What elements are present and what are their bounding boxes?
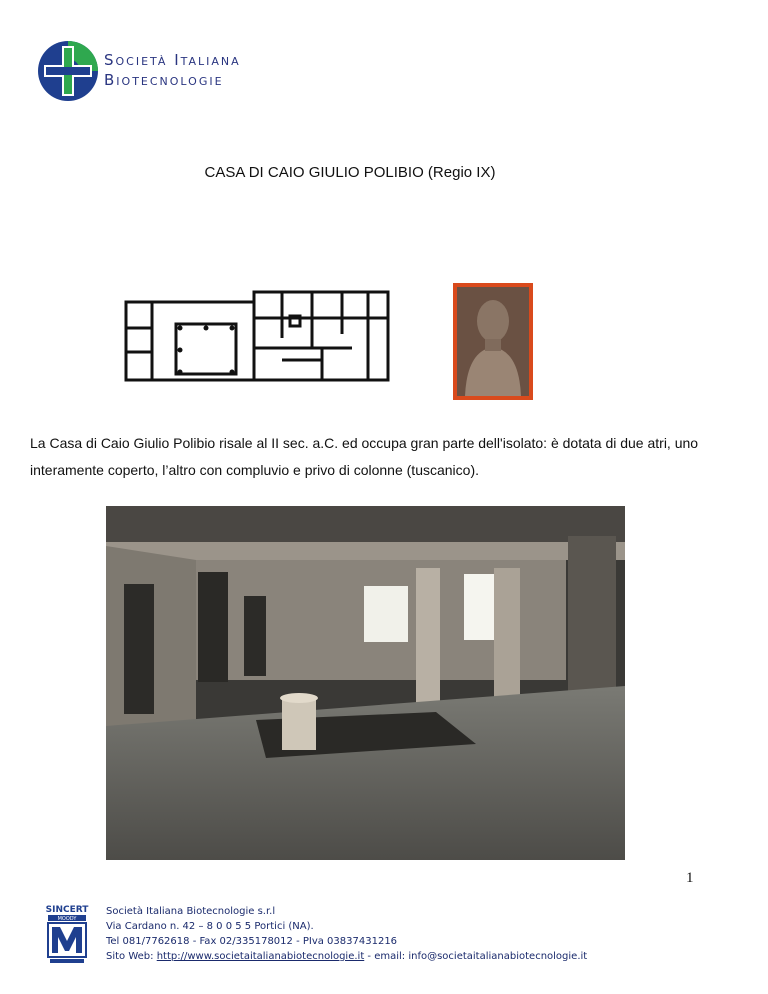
page-title: CASA DI CAIO GIULIO POLIBIO (Regio IX) xyxy=(204,164,496,181)
page-number: 1 xyxy=(686,870,694,886)
cert-moody-text: MOODY xyxy=(57,916,77,922)
portrait-bust-icon xyxy=(453,283,533,400)
logo-line-1: Società Italiana xyxy=(104,51,241,69)
footer-website-link[interactable]: http://www.societaitalianabiotecnologie.it xyxy=(156,951,365,962)
footer-address: Via Cardano n. 42 – 8 0 0 5 5 Portici (NA). xyxy=(106,921,314,932)
footer-email[interactable]: - email: info@societaitalianabiotecnologie.it xyxy=(364,951,588,962)
logo-line-2: Biotecnologie xyxy=(104,71,224,89)
company-logo-icon xyxy=(34,40,102,102)
certification-logo-icon xyxy=(40,903,94,965)
footer-web-label: Sito Web: xyxy=(106,951,157,962)
footer-web-line xyxy=(106,949,587,964)
description-paragraph: La Casa di Caio Giulio Polibio risale al II sec. a.C. ed occupa gran parte dell'isolato: è dotata di due atri, uno interamente coperto, l’altro con compluvio e privo di colonne (tuscanico). xyxy=(30,435,699,478)
company-logo-text xyxy=(104,50,241,90)
footer-phones: Tel 081/7762618 - Fax 02/335178012 - PIva 03837431216 xyxy=(106,936,398,947)
floor-plan-icon xyxy=(122,288,392,384)
footer-company: Società Italiana Biotecnologie s.r.l xyxy=(106,906,276,917)
atrium-photo-icon xyxy=(106,506,625,860)
cert-sincert-text: SINCERT xyxy=(45,905,89,915)
footer-contact xyxy=(106,904,587,964)
